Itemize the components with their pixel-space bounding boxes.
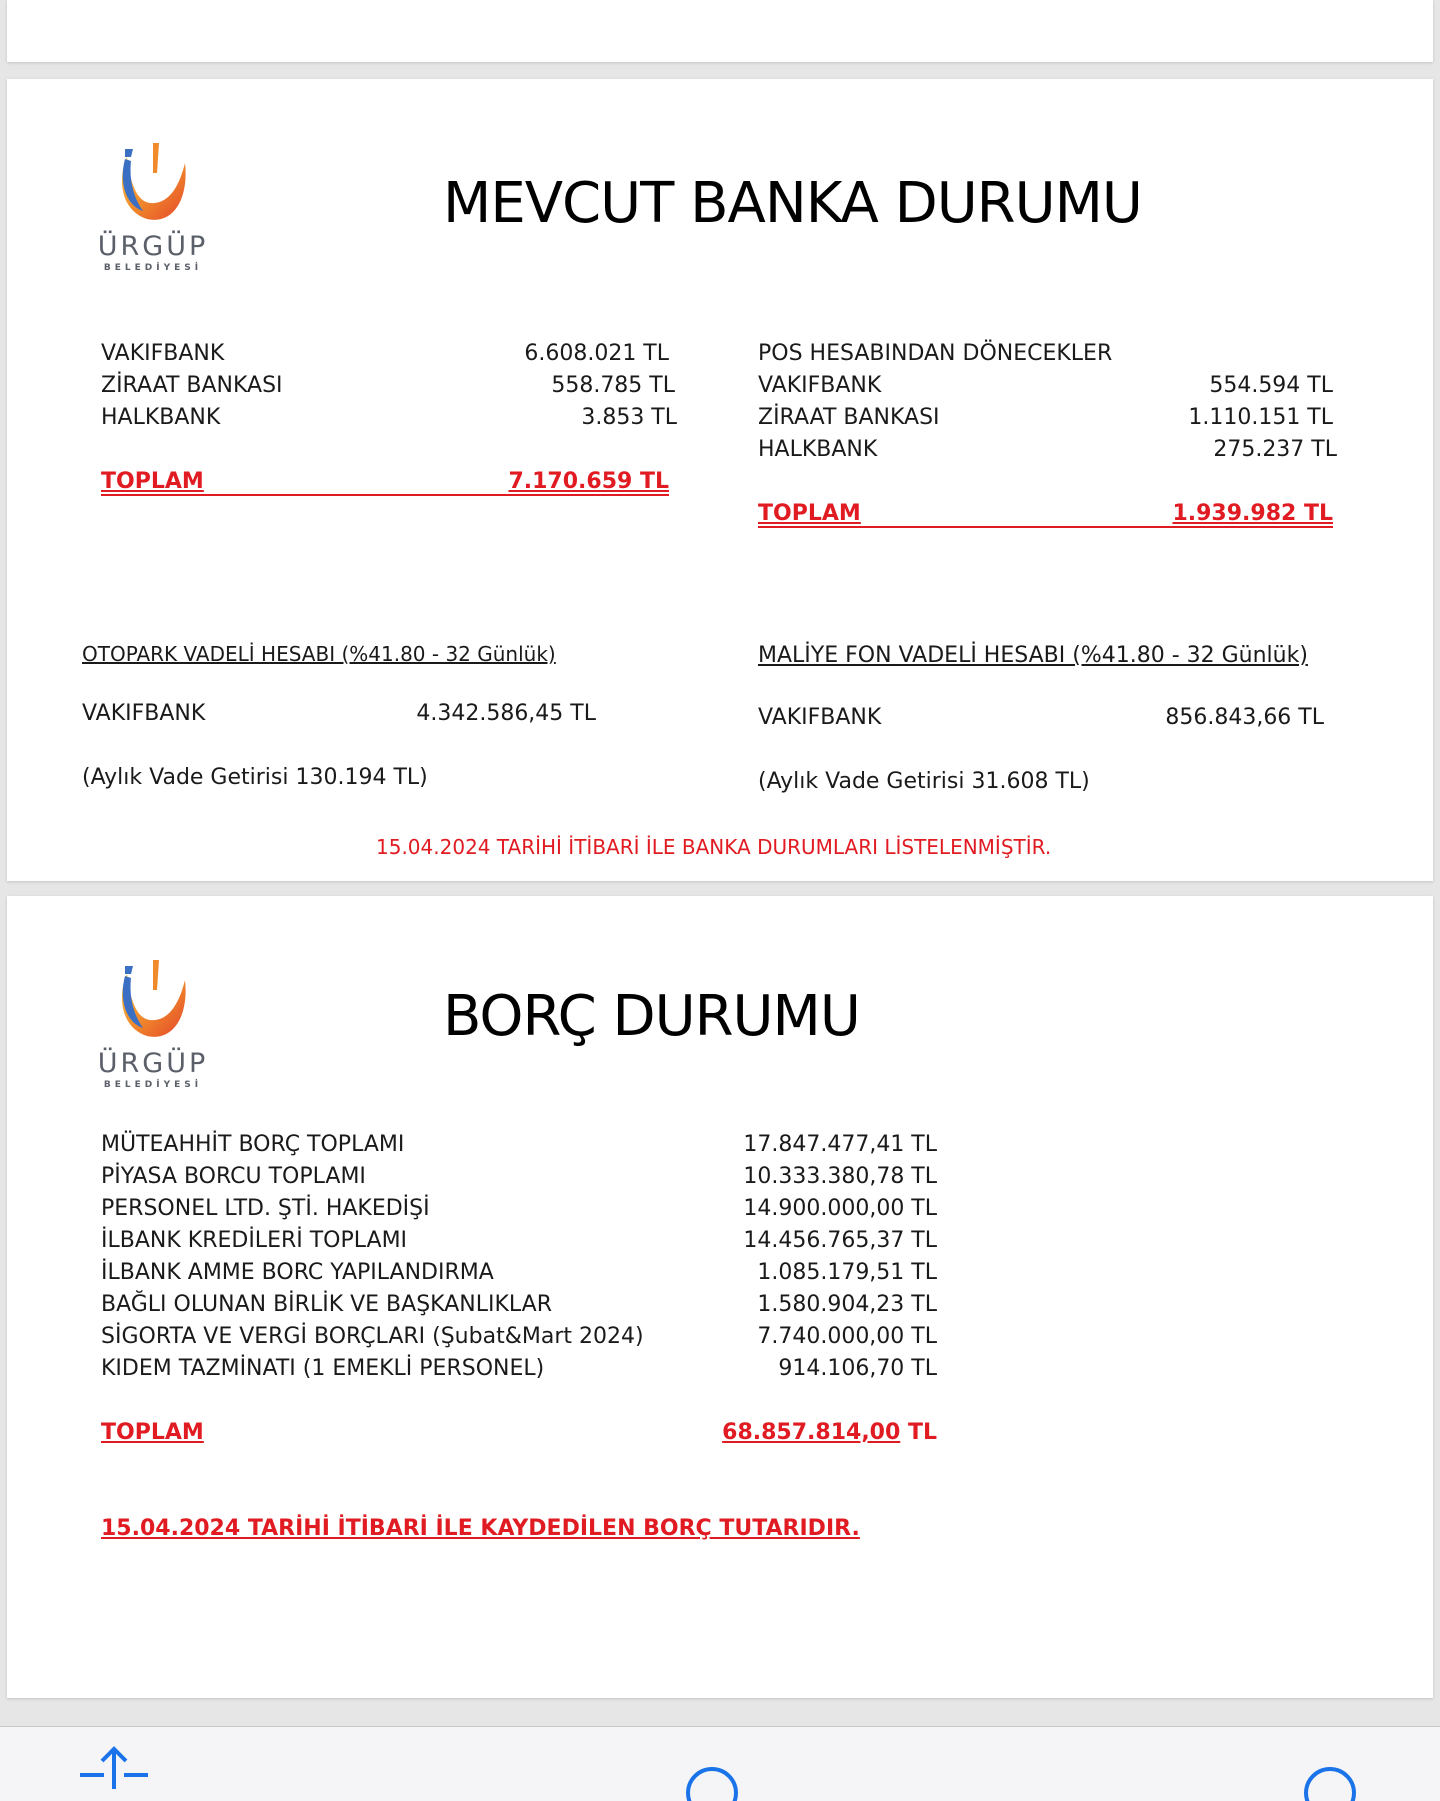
bottom-toolbar — [0, 1726, 1440, 1801]
right-row-value: 1.110.151 TL — [1188, 405, 1333, 430]
deposit-right-amount: 856.843,66 TL — [1165, 705, 1324, 730]
deposit-right-bank: VAKIFBANK — [758, 705, 882, 730]
debt-row-label: MÜTEAHHİT BORÇ TOPLAMI — [101, 1132, 405, 1157]
deposit-left-amount: 4.342.586,45 TL — [416, 701, 596, 726]
urgup-logo — [93, 956, 213, 1096]
debt-row-label: KIDEM TAZMİNATI (1 EMEKLİ PERSONEL) — [101, 1356, 545, 1381]
share-icon[interactable] — [72, 1745, 156, 1801]
right-total-rule — [758, 526, 1333, 528]
urgup-logo — [93, 139, 213, 279]
right-row-label: ZİRAAT BANKASI — [758, 405, 940, 430]
debt-total-amount: 68.857.814,00 — [722, 1420, 901, 1445]
left-total-rule — [101, 494, 669, 496]
logo-subtitle: BELEDİYESİ — [103, 263, 203, 273]
debt-total-value — [722, 1420, 937, 1445]
logo-wordmark: ÜRGÜP — [97, 231, 209, 262]
left-row-label: HALKBANK — [101, 405, 221, 430]
page-title: BORÇ DURUMU — [443, 984, 860, 1049]
circle-icon[interactable] — [1302, 1765, 1358, 1801]
right-row-label: VAKIFBANK — [758, 373, 882, 398]
left-total-value: 7.170.659 TL — [508, 469, 669, 494]
debt-row-value: 1.085.179,51 TL — [757, 1260, 937, 1285]
bank-footnote: 15.04.2024 TARİHİ İTİBARİ İLE BANKA DURUMLARI LİSTELENMİŞTİR. — [376, 835, 1052, 859]
deposit-left-note: (Aylık Vade Getirisi 130.194 TL) — [82, 765, 428, 790]
debt-row-label: SİGORTA VE VERGİ BORÇLARI (Şubat&Mart 2024) — [101, 1324, 644, 1349]
logo-wordmark: ÜRGÜP — [97, 1048, 209, 1079]
debt-footnote: 15.04.2024 TARİHİ İTİBARİ İLE KAYDEDİLEN BORÇ TUTARIDIR. — [101, 1516, 860, 1541]
circle-icon[interactable] — [684, 1765, 740, 1801]
left-row-label: ZİRAAT BANKASI — [101, 373, 283, 398]
left-row-value: 558.785 TL — [551, 373, 675, 398]
urgup-logo-mark-icon — [107, 139, 199, 231]
bank-status-slide — [7, 79, 1433, 881]
right-row-value: 554.594 TL — [1209, 373, 1333, 398]
right-heading: POS HESABINDAN DÖNECEKLER — [758, 341, 1113, 366]
right-total-label: TOPLAM — [758, 501, 861, 526]
debt-row-label: PİYASA BORCU TOPLAMI — [101, 1164, 366, 1189]
right-total-value: 1.939.982 TL — [1172, 501, 1333, 526]
left-row-value: 6.608.021 TL — [524, 341, 669, 366]
debt-total-unit: TL — [907, 1420, 937, 1445]
debt-row-label: BAĞLI OLUNAN BİRLİK VE BAŞKANLIKLAR — [101, 1292, 552, 1317]
deposit-left-heading: OTOPARK VADELİ HESABI (%41.80 - 32 Günlük) — [82, 642, 556, 666]
right-row-label: HALKBANK — [758, 437, 878, 462]
page-title: MEVCUT BANKA DURUMU — [443, 171, 1142, 236]
previous-page-slide — [7, 0, 1433, 62]
deposit-right-note: (Aylık Vade Getirisi 31.608 TL) — [758, 769, 1090, 794]
debt-row-label: PERSONEL LTD. ŞTİ. HAKEDİŞİ — [101, 1196, 430, 1221]
logo-subtitle: BELEDİYESİ — [103, 1080, 203, 1090]
debt-row-value: 10.333.380,78 TL — [743, 1164, 937, 1189]
debt-row-value: 914.106,70 TL — [778, 1356, 937, 1381]
debt-row-value: 14.900.000,00 TL — [743, 1196, 937, 1221]
debt-status-slide — [7, 896, 1433, 1698]
debt-row-value: 1.580.904,23 TL — [757, 1292, 937, 1317]
debt-row-value: 17.847.477,41 TL — [743, 1132, 937, 1157]
debt-row-value: 14.456.765,37 TL — [743, 1228, 937, 1253]
deposit-right-heading: MALİYE FON VADELİ HESABI (%41.80 - 32 Günlük) — [758, 643, 1308, 668]
left-row-label: VAKIFBANK — [101, 341, 225, 366]
debt-row-value: 7.740.000,00 TL — [757, 1324, 937, 1349]
debt-row-label: İLBANK AMME BORC YAPILANDIRMA — [101, 1260, 494, 1285]
urgup-logo-mark-icon — [107, 956, 199, 1048]
debt-total-label: TOPLAM — [101, 1420, 204, 1445]
left-row-value: 3.853 TL — [581, 405, 677, 430]
debt-row-label: İLBANK KREDİLERİ TOPLAMI — [101, 1228, 408, 1253]
left-total-label: TOPLAM — [101, 469, 204, 494]
deposit-left-bank: VAKIFBANK — [82, 701, 206, 726]
right-row-value: 275.237 TL — [1213, 437, 1337, 462]
